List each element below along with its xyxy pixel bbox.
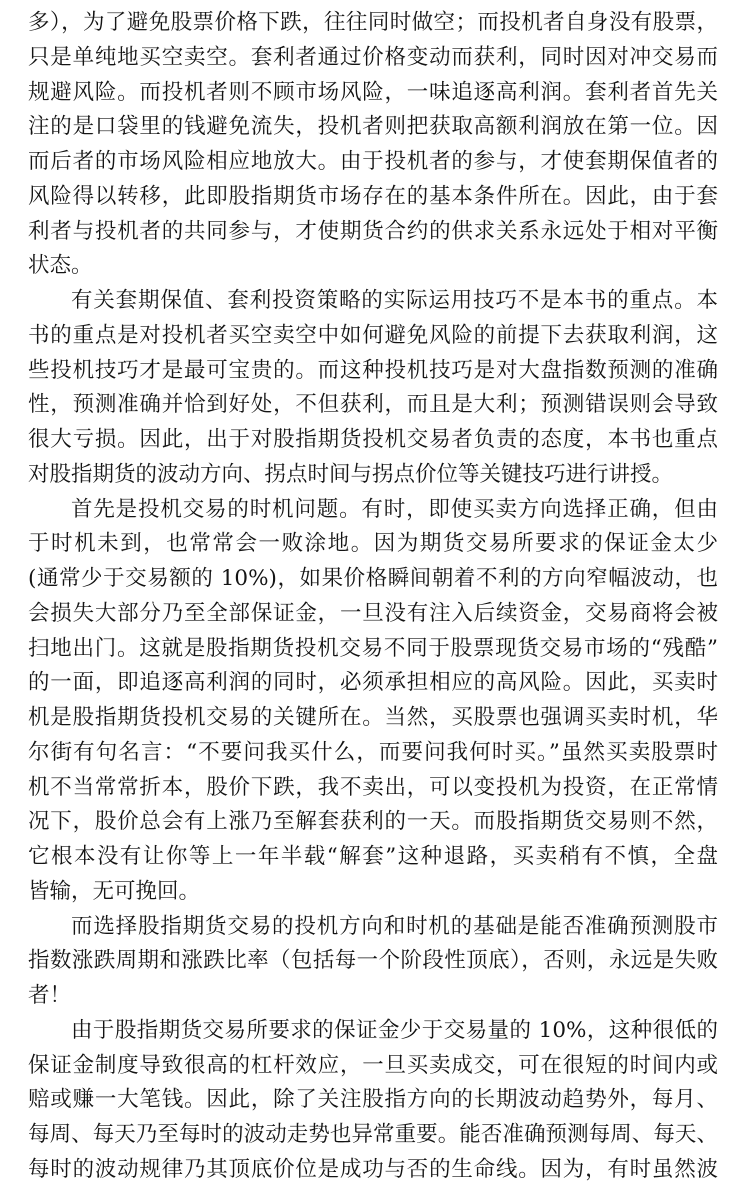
text-line: 些投机技巧才是最可宝贵的。而这种投机技巧是对大盘指数预测的准确 [28,357,718,383]
text-line: 况下，股价总会有上涨乃至解套获利的一天。而股指期货交易则不然， [28,809,718,835]
text-line: 的一面，即追逐高利润的同时，必须承担相应的高风险。因此，买卖时 [28,670,718,696]
text-line: 每周、每天乃至每时的波动走势也异常重要。能否准确预测每周、每天、 [28,1122,718,1147]
text-line: 者！ [28,983,72,1008]
paragraph-2 [28,284,718,493]
text-line: 利者与投机者的共同参与，才使期货合约的供求关系永远处于相对平衡 [28,218,718,244]
paragraph-4 [28,910,718,1014]
text-line: 指数涨跌周期和涨跌比率（包括每一个阶段性顶底），否则，永远是失败 [28,948,718,974]
text-line: 于时机未到，也常常会一败涂地。因为期货交易所要求的保证金太少 [28,531,718,557]
text-line: 而选择股指期货交易的投机方向和时机的基础是能否准确预测股市 [71,913,718,939]
text-line: 机不当常常折本，股价下跌，我不卖出，可以变投机为投资，在正常情 [28,774,718,800]
text-line: 机是股指期货投机交易的关键所在。当然，买股票也强调买卖时机，华 [28,705,718,730]
paragraph-1 [28,6,718,284]
text-line: 尔街有句名言：“不要问我买什么，而要问我何时买。”虽然买卖股票时 [28,739,718,765]
paragraph-5 [28,1014,718,1188]
text-line: 书的重点是对投机者买空卖空中如何避免风险的前提下去获取利润，这 [28,322,718,348]
text-line: 风险得以转移，此即股指期货市场存在的基本条件所在。因此，由于套 [28,183,718,209]
text-line: 注的是口袋里的钱避免流失，投机者则把获取高额利润放在第一位。因 [28,114,718,140]
text-line: 对股指期货的波动方向、拐点时间与拐点价位等关键技巧进行讲授。 [28,461,674,487]
text-line: 会损失大部分乃至全部保证金，一旦没有注入后续资金，交易商将会被 [28,600,718,626]
text-line: 它根本没有让你等上一年半载“解套”这种退路，买卖稍有不慎，全盘 [28,844,718,869]
text-line: 每时的波动规律乃其顶底价位是成功与否的生命线。因为，有时虽然波 [28,1156,718,1182]
document-page [28,6,718,1188]
text-line: 规避风险。而投机者则不顾市场风险，一味追逐高利润。套利者首先关 [28,79,718,105]
text-line: 而后者的市场风险相应地放大。由于投机者的参与，才使套期保值者的 [28,149,718,174]
text-line: 状态。 [28,253,93,279]
text-line: 由于股指期货交易所要求的保证金少于交易量的 10%，这种很低的 [71,1017,718,1043]
text-line: 皆输，无可挽回。 [28,878,201,904]
text-line: 性，预测准确并恰到好处，不但获利，而且是大利；预测错误则会导致 [28,392,718,418]
paragraph-3 [28,493,718,910]
text-line: 只是单纯地买空卖空。套利者通过价格变动而获利，同时因对冲交易而 [28,44,718,70]
text-line: 赔或赚一大笔钱。因此，除了关注股指方向的长期波动趋势外，每月、 [28,1087,718,1113]
text-line: (通常少于交易额的 10%)，如果价格瞬间朝着不利的方向窄幅波动，也 [28,566,718,591]
text-line: 很大亏损。因此，出于对股指期货投机交易者负责的态度，本书也重点 [28,427,718,452]
text-line: 扫地出门。这就是股指期货投机交易不同于股票现货交易市场的“残酷” [28,635,718,661]
text-line: 有关套期保值、套利投资策略的实际运用技巧不是本书的重点。本 [71,288,718,313]
text-line: 多），为了避免股票价格下跌，往往同时做空；而投机者自身没有股票， [28,10,718,35]
text-line: 首先是投机交易的时机问题。有时，即使买卖方向选择正确，但由 [71,496,718,522]
text-line: 保证金制度导致很高的杠杆效应，一旦买卖成交，可在很短的时间内或 [28,1052,718,1078]
